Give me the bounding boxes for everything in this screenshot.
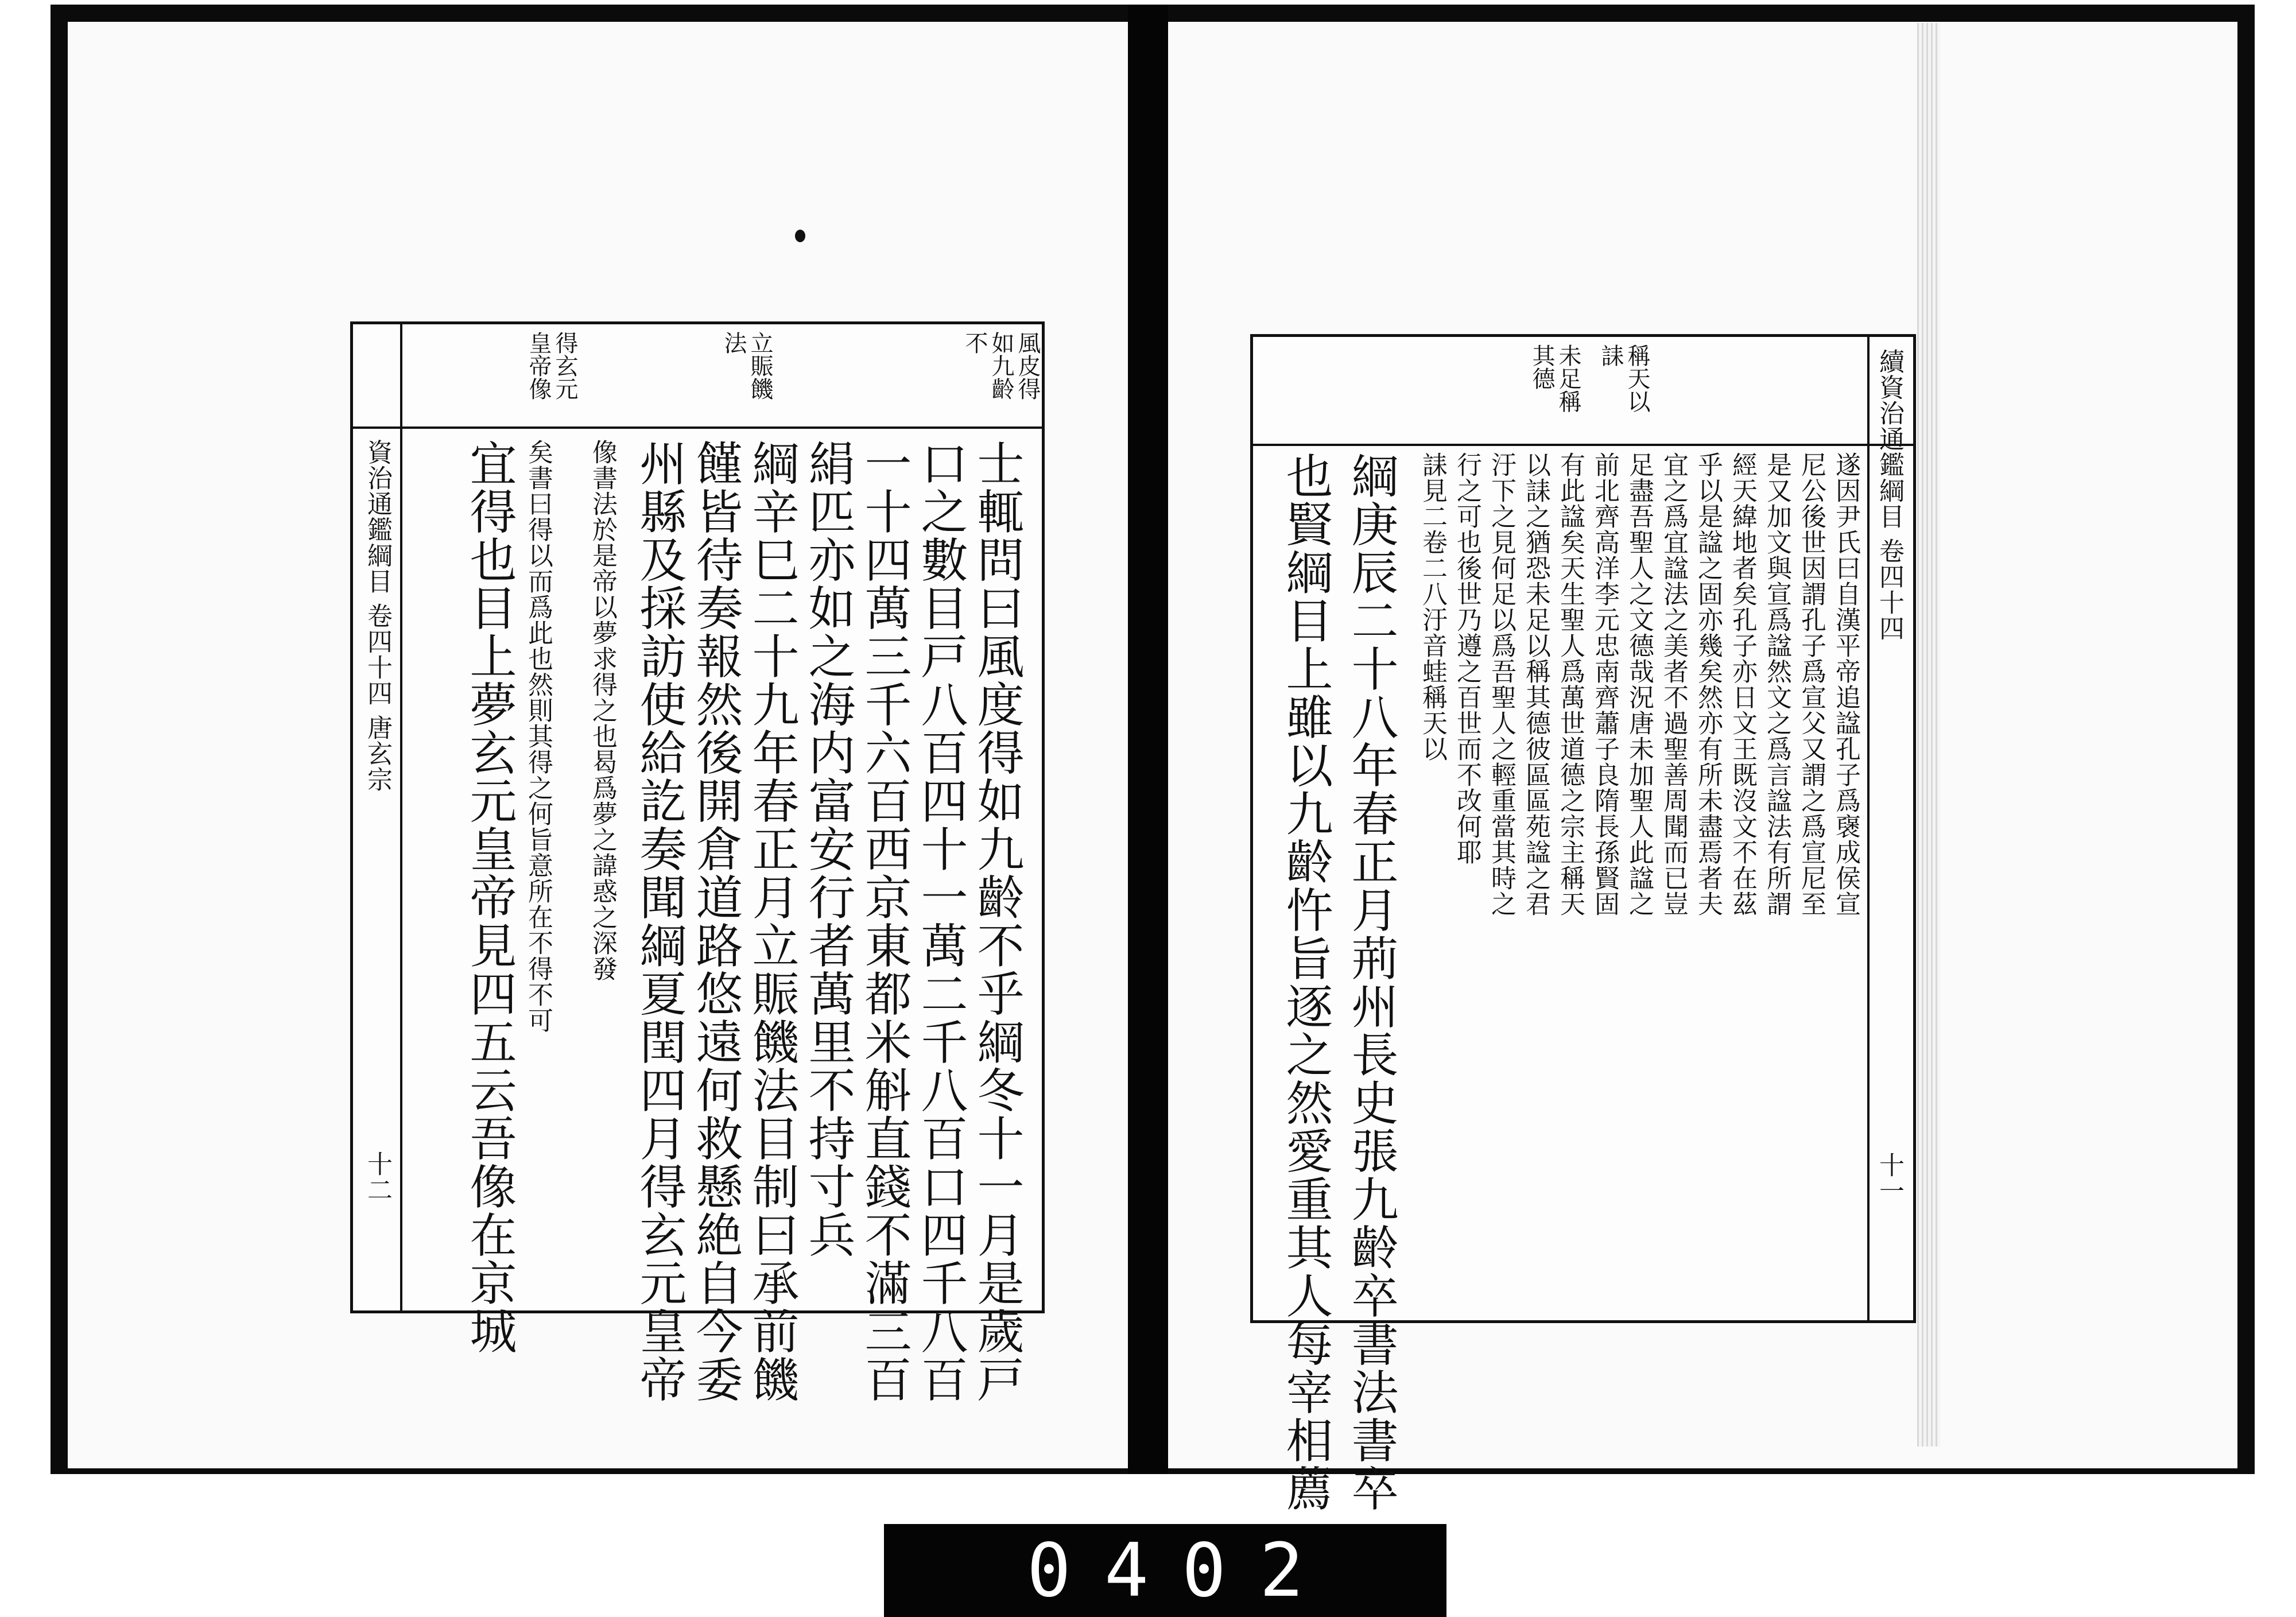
text-column: 也賢綱目上雖以九齡忤旨逐之然愛重其人每宰相薦 — [1278, 452, 1333, 1513]
text-column: 宜之爲宜諡法之美者不過聖善周聞而已豈 — [1659, 452, 1688, 917]
text-column: 遂因尹氏曰自漢平帝追諡孔子爲襃成侯宣 — [1831, 452, 1860, 917]
header-note: 稱天以誄 — [1597, 344, 1650, 413]
right-text-block — [1250, 334, 1916, 1513]
text-column: 饉皆待奏報然後開倉道路悠遠何救懸絶自今委 — [688, 439, 743, 1403]
text-column: 像書法於是帝以夢求得之也曷爲夢之諱惑之深發 — [588, 439, 617, 982]
left-text-block — [350, 321, 1045, 1403]
text-column: 綱庚辰二十八年春正月荊州長史張九齡卒書法書卒 — [1344, 452, 1398, 1513]
text-column: 乎以是諡之固亦幾矣然亦有所未盡焉者夫 — [1693, 452, 1723, 917]
ink-speck — [795, 230, 805, 242]
text-column: 絹匹亦如之海内富安行者萬里不持寸兵 — [801, 439, 855, 1259]
header-note: 風皮得如九齡不 — [961, 331, 1041, 400]
text-column: 有此諡矣天生聖人爲萬世道德之宗主稱天 — [1556, 452, 1585, 917]
page-number: 十一 — [1875, 1152, 1904, 1204]
text-column: 一十四萬三千六百西京東都米斛直錢不滿三百 — [857, 439, 912, 1403]
text-column: 前北齊高洋李元忠南齊蕭子良隋長孫賢固 — [1590, 452, 1619, 917]
book-gutter — [1128, 5, 1168, 1474]
header-note: 立賑饑法 — [720, 331, 773, 400]
margin-rule — [400, 324, 402, 1310]
header-note: 得玄元皇帝像 — [525, 331, 578, 400]
text-column: 州縣及採訪使給訖奏聞綱夏閏四月得玄元皇帝 — [632, 439, 687, 1403]
film-frame-label — [884, 1524, 1446, 1617]
text-column: 足盡吾聖人之文德哉況唐未加聖人此諡之 — [1624, 452, 1654, 917]
text-column: 矣書曰得以而爲此也然則其得之何旨意所在不得不可 — [523, 439, 553, 1033]
margin-rule — [1867, 337, 1870, 1320]
margin-title: 續資治通鑑綱目 卷四十四 — [1875, 348, 1904, 641]
text-column: 以誄之猶恐未足以稱其德彼區區苑諡之君 — [1521, 452, 1550, 917]
text-column: 宜得也目上夢玄元皇帝見四五云吾像在京城 — [462, 439, 517, 1355]
margin-title: 資治通鑑綱目 卷四十四 唐玄宗 — [363, 439, 392, 792]
text-column: 經天緯地者矣孔子亦日文王既沒文不在茲 — [1728, 452, 1757, 917]
page-edges — [1917, 23, 1940, 1447]
text-column: 尼公後世因謂孔子爲宣父又謂之爲宣尼至 — [1797, 452, 1826, 917]
text-column: 誄見二卷二八汙音蛙稱天以 — [1418, 452, 1447, 762]
frame-number: 0402 — [1026, 1527, 1337, 1614]
header-rule — [1253, 444, 1913, 446]
page-number: 十二 — [363, 1151, 392, 1203]
text-column: 行之可也後世乃遵之百世而不改何耶 — [1452, 452, 1481, 865]
text-column: 汙下之見何足以爲吾聖人之輕重當其時之 — [1487, 452, 1516, 917]
text-column: 口之數目戸八百四十一萬二千八百口四千八百 — [913, 439, 968, 1403]
text-column: 士輒問曰風度得如九齡不乎綱冬十一月是歲戸 — [969, 439, 1024, 1403]
header-rule — [353, 426, 1042, 429]
header-note: 未足稱其德 — [1529, 344, 1581, 413]
text-column: 綱辛巳二十九年春正月立賑饑法目制曰承前饑 — [744, 439, 799, 1403]
text-column: 是又加文與宣爲諡然文之爲言諡法有所謂 — [1762, 452, 1791, 917]
